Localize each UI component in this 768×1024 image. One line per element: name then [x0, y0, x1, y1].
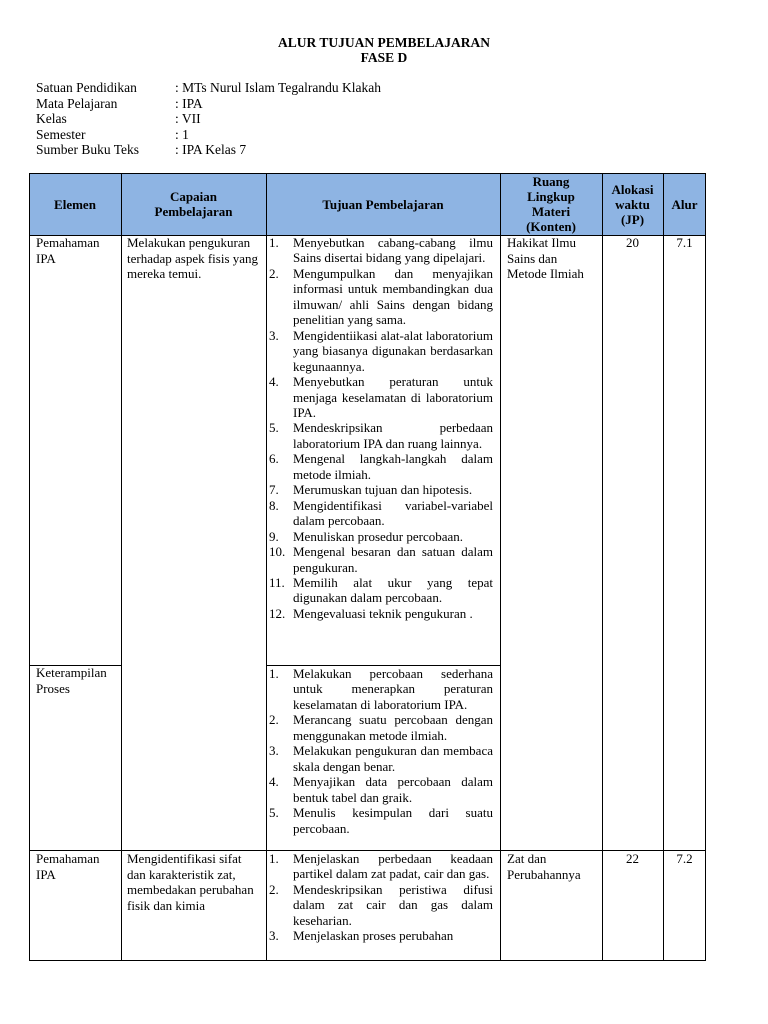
column-divider [500, 173, 501, 961]
header-ruang-lingkup: Ruang Lingkup Materi (Konten) [500, 173, 602, 235]
list-item: 5. Mendeskripsikan perbedaan laboratorium IPA dan ruang lainnya. [269, 420, 493, 451]
alur-cell: 7.1 [676, 235, 693, 250]
list-item: 11. Memilih alat ukur yang tepat digunakan dalam percobaan. [269, 574, 493, 606]
list-item: 2. Mendeskripsikan peristiwa difusi dalam zat cair dan gas dalam keseharian. [269, 881, 493, 928]
list-item: 8. Mengidentifikasi variabel-variabel dalam percobaan. [269, 497, 493, 529]
meta-value: : 1 [175, 127, 189, 142]
document-subtitle: FASE D [360, 50, 408, 65]
alokasi-cell: 22 [626, 851, 639, 866]
list-item: 2. Merancang suatu percobaan dengan menggunakan metode ilmiah. [269, 712, 493, 743]
column-divider [663, 173, 664, 961]
ruang-lingkup-cell: Hakikat Ilmu Sains dan Metode Ilmiah [507, 235, 584, 281]
meta-label: Sumber Buku Teks [36, 142, 140, 157]
meta-label: Mata Pelajaran [36, 96, 118, 111]
meta-value: : MTs Nurul Islam Tegalrandu Klakah [175, 80, 381, 95]
list-item: 3. Mengidentiikasi alat-alat laboratorium yang biasanya digunakan berdasarkan kegunaannya. [269, 327, 493, 374]
meta-value: : VII [175, 111, 201, 126]
tujuan-list [267, 851, 493, 944]
list-item: 1. Menyebutkan cabang-cabang ilmu Sains disertai bidang yang dipelajari. [269, 235, 493, 266]
list-item: 3. Melakukan pengukuran dan membaca skala dengan benar. [269, 743, 493, 774]
list-item: 9. Menuliskan prosedur percobaan. [269, 528, 464, 544]
header-capaian: Capaian Pembelajaran [121, 173, 266, 235]
column-divider [602, 173, 603, 961]
header-elemen: Elemen [29, 173, 121, 235]
alur-cell: 7.2 [676, 851, 693, 866]
table-border [29, 173, 30, 961]
list-item: 6. Mengenal langkah-langkah dalam metode ilmiah. [269, 451, 493, 482]
tujuan-list [267, 235, 493, 621]
meta-value: : IPA Kelas 7 [175, 142, 247, 157]
list-item: 12. Mengevaluasi teknik pengukuran . [269, 605, 473, 621]
learning-objectives-table [29, 173, 706, 961]
list-item: 3. Menjelaskan proses perubahan [269, 928, 454, 944]
header-tujuan: Tujuan Pembelajaran [266, 173, 500, 235]
list-item: 1. Menjelaskan perbedaan keadaan partikel dalam zat padat, cair dan gas. [269, 851, 493, 882]
alokasi-cell: 20 [626, 235, 639, 250]
meta-label: Satuan Pendidikan [36, 80, 137, 95]
list-item: 10. Mengenal besaran dan satuan dalam pengukuran. [269, 544, 493, 575]
ruang-lingkup-cell: Zat dan Perubahannya [507, 851, 581, 882]
list-item: 4. Menyajikan data percobaan dalam bentuk tabel dan graik. [269, 774, 493, 805]
list-item: 4. Menyebutkan peraturan untuk menjaga keselamatan di laboratorium IPA. [269, 374, 493, 420]
document-title: ALUR TUJUAN PEMBELAJARAN [277, 35, 490, 50]
table-border [705, 173, 706, 961]
elemen-cell: Pemahaman IPA [36, 851, 100, 882]
elemen-cell: Pemahaman IPA [36, 235, 100, 266]
meta-label: Kelas [36, 111, 67, 126]
column-divider [121, 173, 122, 961]
table-border [29, 960, 706, 961]
capaian-cell: Melakukan pengukuran terhadap aspek fisis yang mereka temui. [127, 235, 259, 281]
tujuan-list [267, 666, 493, 836]
meta-value: : IPA [175, 96, 203, 111]
capaian-cell: Mengidentifikasi sifat dan karakteristik zat, membedakan perubahan fisik dan kimia [127, 851, 254, 913]
list-item: 7. Merumuskan tujuan dan hipotesis. [269, 482, 473, 498]
header-alur: Alur [663, 173, 706, 235]
table-border [29, 173, 706, 174]
elemen-cell: Keterampilan Proses [36, 665, 107, 696]
list-item: 5. Menulis kesimpulan dari suatu percobaan. [269, 805, 493, 836]
list-item: 1. Melakukan percobaan sederhana untuk menerapkan peraturan keselamatan di laboratorium IPA. [269, 666, 493, 712]
meta-label: Semester [36, 127, 86, 142]
list-item: 2. Mengumpulkan dan menyajikan informasi untuk membandingkan dua ilmuwan/ ahli Sains dengan bidang penelitian yang sama. [269, 265, 493, 328]
header-alokasi: Alokasi waktu (JP) [602, 173, 663, 235]
